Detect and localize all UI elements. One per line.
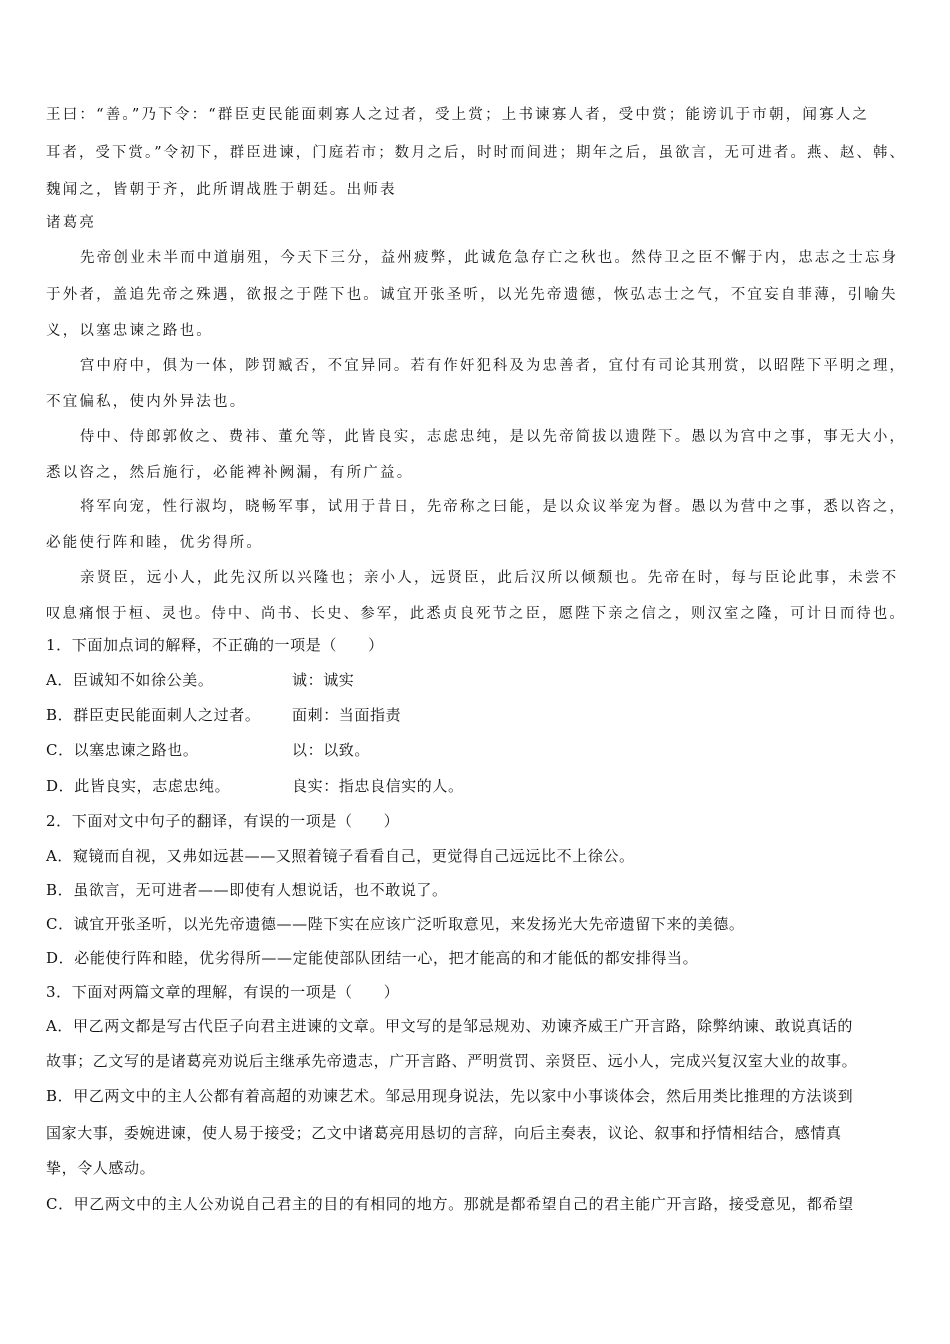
- q3-line-5: 挚，令人感动。: [46, 1159, 156, 1177]
- passage-yi-line-6: 侍中、侍郎郭攸之、费祎、董允等，此皆良实，志虑忠纯，是以先帝简拔以遗陛下。愚以为宫中之事，事无大小，: [80, 429, 906, 445]
- q1-option-d-sentence: D．此皆良实，志虑忠纯。: [46, 777, 231, 795]
- q3-stem: 3．下面对两篇文章的理解，有误的一项是（ ）: [46, 983, 400, 1001]
- passage-yi-line-8: 将军向宠，性行淑均，晓畅军事，试用于昔日，先帝称之曰能，是以众议举宠为督。愚以为营中之事，悉以咨之，: [80, 499, 906, 515]
- q2-option-c: C．诚宜开张圣听，以光先帝遗德——陛下实在应该广泛听取意见，来发扬光大先帝遗留下来的美德。: [46, 915, 745, 933]
- q1-option-b-gloss: 面刺：当面指责: [292, 706, 402, 724]
- passage-jia-line-1: 王曰：“善。”乃下令：“群臣吏民能面刺寡人之过者，受上赏；上书谏寡人者，受中赏；能谤讥于市朝，闻寡人之: [46, 107, 870, 123]
- q1-option-a-gloss: 诚：诚实: [292, 671, 355, 689]
- passage-yi-line-4: 宫中府中，俱为一体，陟罚臧否，不宜异同。若有作奸犯科及为忠善者，宜付有司论其刑赏，以昭陛下平明之理，: [80, 358, 906, 374]
- passage-yi-line-9: 必能使行阵和睦，优劣得所。: [46, 535, 264, 551]
- passage-yi-line-3: 义，以塞忠谏之路也。: [46, 323, 213, 339]
- q3-line-1: A．甲乙两文都是写古代臣子向君主进谏的文章。甲文写的是邹忌规劝、劝谏齐威王广开言路，除弊纳谏、敢说真话的: [46, 1017, 854, 1035]
- passage-yi-line-1: 先帝创业未半而中道崩殂，今天下三分，益州疲弊，此诚危急存亡之秋也。然侍卫之臣不懈于内，忠志之士忘身: [80, 250, 899, 266]
- q1-option-d-gloss: 良实：指忠良信实的人。: [292, 777, 464, 795]
- q2-stem: 2．下面对文中句子的翻译，有误的一项是（ ）: [46, 812, 400, 830]
- q3-line-2: 故事；乙文写的是诸葛亮劝说后主继承先帝遗志，广开言路、严明赏罚、亲贤臣、远小人，完成兴复汉室大业的故事。: [46, 1052, 858, 1070]
- q1-stem: 1．下面加点词的解释，不正确的一项是（ ）: [46, 636, 384, 654]
- q1-option-c-sentence: C．以塞忠谏之路也。: [46, 741, 199, 759]
- passage-jia-line-2: 耳者，受下赏。”令初下，群臣进谏，门庭若市；数月之后，时时而间进；期年之后，虽欲言，无可进者。燕、赵、韩、: [46, 145, 906, 161]
- passage-jia-line-3: 魏闻之，皆朝于齐，此所谓战胜于朝廷。出师表: [46, 182, 397, 198]
- q1-option-b-sentence: B．群臣吏民能面刺人之过者。: [46, 706, 261, 724]
- q2-option-a: A．窥镜而自视，又弗如远甚——又照着镜子看看自己，更觉得自己远远比不上徐公。: [46, 847, 635, 865]
- passage-yi-line-7: 悉以咨之，然后施行，必能裨补阙漏，有所广益。: [46, 465, 414, 481]
- q2-option-d: D．必能使行阵和睦，优劣得所——定能使部队团结一心，把才能高的和才能低的都安排得当。: [46, 949, 699, 967]
- passage-yi-line-10: 亲贤臣，远小人，此先汉所以兴隆也；亲小人，远贤臣，此后汉所以倾颓也。先帝在时，每与臣论此事，未尝不: [80, 570, 899, 586]
- passage-yi-line-2: 于外者，盖追先帝之殊遇，欲报之于陛下也。诚宜开张圣听，以光先帝遗德，恢弘志士之气，不宜妄自菲薄，引喻失: [46, 287, 898, 303]
- q3-line-6: C．甲乙两文中的主人公劝说自己君主的目的有相同的地方。那就是都希望自己的君主能广开言路，接受意见，都希望: [46, 1195, 854, 1213]
- q3-line-3: B．甲乙两文中的主人公都有着高超的劝谏艺术。邹忌用现身说法，先以家中小事谈体会，然后用类比推理的方法谈到: [46, 1087, 854, 1105]
- q2-option-b: B．虽欲言，无可进者——即使有人想说话，也不敢说了。: [46, 881, 448, 899]
- passage-yi-author: 诸葛亮: [46, 215, 97, 231]
- passage-yi-line-11: 叹息痛恨于桓、灵也。侍中、尚书、长史、参军，此悉贞良死节之臣，愿陛下亲之信之，则汉室之隆，可计日而待也。: [46, 606, 906, 622]
- q1-option-a-sentence: A．臣诚知不如徐公美。: [46, 671, 214, 689]
- passage-yi-line-5: 不宜偏私，使内外异法也。: [46, 394, 247, 410]
- q1-option-c-gloss: 以：以致。: [292, 741, 371, 759]
- q3-line-4: 国家大事，委婉进谏，使人易于接受；乙文中诸葛亮用恳切的言辞，向后主奏表，议论、叙事和抒情相结合，感情真: [46, 1124, 842, 1142]
